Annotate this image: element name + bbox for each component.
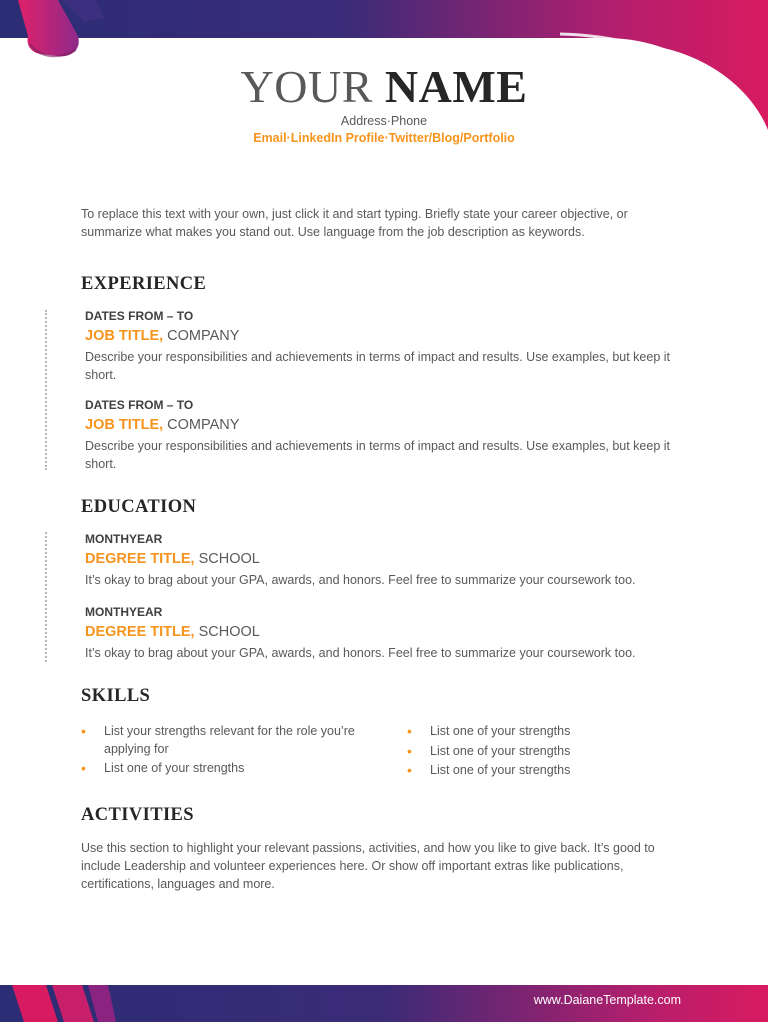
- profile-links: Email·LinkedIn Profile·Twitter/Blog/Portfolio: [253, 131, 515, 145]
- education-heading: EDUCATION: [81, 497, 197, 517]
- footer-website: www.DaianeTemplate.com: [533, 993, 681, 1007]
- entry-title: [85, 622, 690, 642]
- bullet-icon: •: [407, 723, 412, 739]
- entry-dates: DATES FROM – TO: [85, 309, 194, 323]
- activities-heading: ACTIVITIES: [81, 805, 194, 825]
- bullet-icon: •: [81, 723, 86, 739]
- entry-title: [85, 549, 690, 569]
- job-title: JOB TITLE,: [85, 417, 164, 433]
- bullet-icon: •: [407, 742, 412, 759]
- degree-title: DEGREE TITLE,: [85, 624, 195, 640]
- entry-description: It’s okay to brag about your GPA, awards, and honors. Feel free to summarize your coursework too.: [85, 573, 636, 587]
- entry-dates: DATES FROM – TO: [85, 398, 194, 412]
- entry-description: Describe your responsibilities and achievements in terms of impact and results. Use examples, but keep it short.: [85, 350, 670, 382]
- skills-heading: SKILLS: [81, 686, 151, 706]
- school: SCHOOL: [194, 624, 260, 640]
- entry-date: MONTHYEAR: [85, 532, 163, 546]
- company: COMPANY: [163, 328, 240, 344]
- experience-heading: EXPERIENCE: [81, 274, 207, 294]
- activities-text: Use this section to highlight your relevant passions, activities, and how you like to give back. It’s good to include Leadership and volunteer experiences here. Or show off important extras like publications, certifications, languages and more.: [81, 841, 655, 891]
- entry-description: Describe your responsibilities and achievements in terms of impact and results. Use examples, but keep it short.: [85, 439, 670, 471]
- school: SCHOOL: [194, 551, 260, 567]
- experience-entry: [85, 308, 690, 384]
- career-objective: To replace this text with your own, just click it and start typing. Briefly state your career objective, or summarize what makes you stand out. Use language from the job description as keywords.: [81, 207, 628, 239]
- entry-title: [85, 415, 690, 435]
- skill-item: • List one of your strengths: [407, 762, 571, 778]
- skills-list-right: [407, 723, 687, 782]
- entry-title: [85, 326, 690, 346]
- skill-item: • List one of your strengths: [407, 742, 571, 759]
- bullet-icon: •: [81, 760, 86, 776]
- experience-entry: [85, 397, 690, 473]
- entry-date: MONTHYEAR: [85, 605, 163, 619]
- name-first: YOUR: [240, 61, 373, 112]
- name-last: NAME: [384, 61, 528, 112]
- skill-item: • List your strengths relevant for the role you’re applying for: [81, 723, 355, 756]
- experience-timeline: [45, 310, 47, 470]
- candidate-name: [0, 60, 768, 114]
- job-title: JOB TITLE,: [85, 328, 164, 344]
- degree-title: DEGREE TITLE,: [85, 551, 195, 567]
- skill-item: • List one of your strengths: [81, 760, 245, 776]
- education-entry: [85, 531, 690, 589]
- contact-info: Address·Phone: [340, 114, 428, 128]
- skill-item: • List one of your strengths: [407, 723, 571, 739]
- education-entry: [85, 604, 690, 662]
- bullet-icon: •: [407, 762, 412, 778]
- education-timeline: [45, 532, 47, 662]
- skills-list-left: [81, 723, 376, 780]
- entry-description: It’s okay to brag about your GPA, awards, and honors. Feel free to summarize your coursework too.: [85, 646, 636, 660]
- company: COMPANY: [163, 417, 240, 433]
